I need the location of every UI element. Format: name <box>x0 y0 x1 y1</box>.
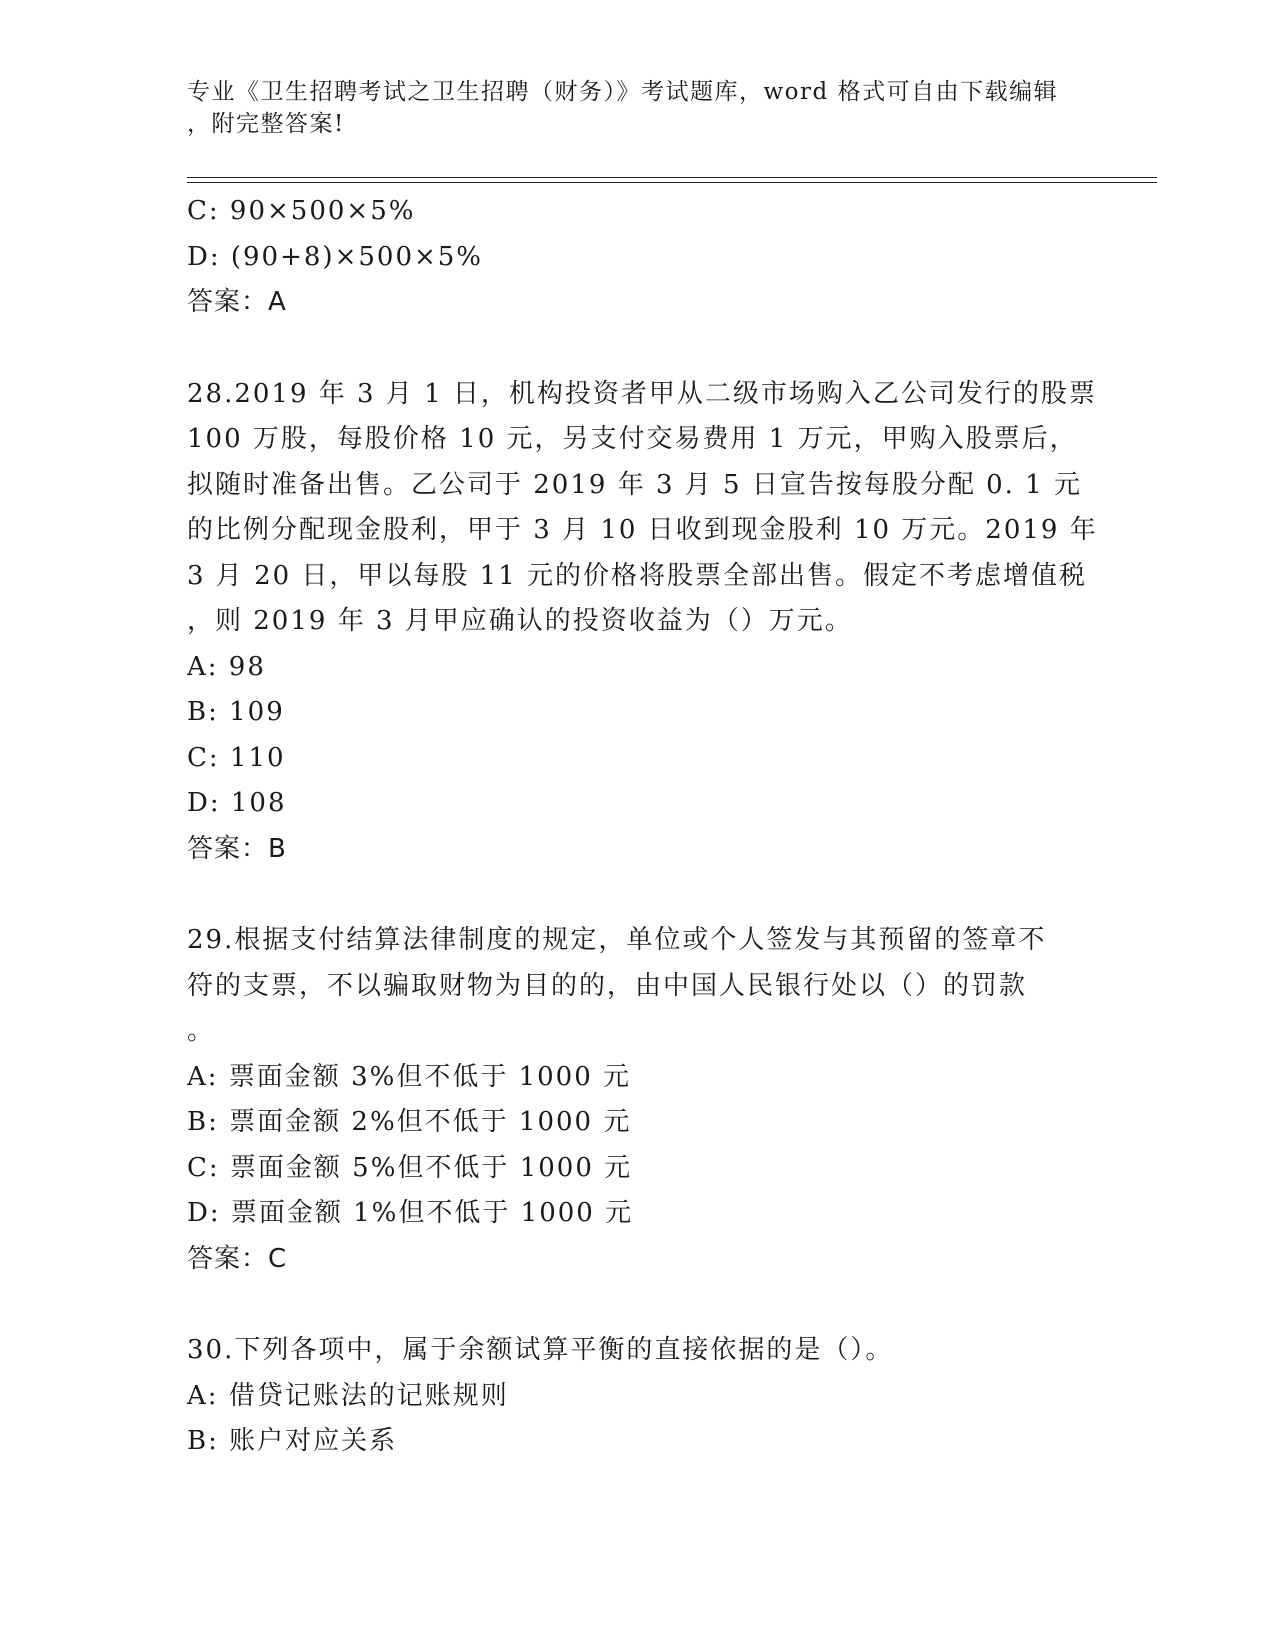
question-text-line: 29.根据支付结算法律制度的规定，单位或个人签发与其预留的签章不 <box>187 925 1047 955</box>
option-b: B: 109 <box>187 697 285 727</box>
answer: 答案：B <box>187 833 287 864</box>
previous-question-tail <box>187 189 1087 326</box>
option-d: D: (90+8)×500×5% <box>187 241 484 272</box>
header-line-1: 专业《卫生招聘考试之卫生招聘（财务）》考试题库，word 格式可自由下载编辑 <box>187 79 1059 105</box>
question-text-line: 符的支票，不以骗取财物为目的的，由中国人民银行处以（）的罚款 <box>187 970 1028 1001</box>
question-30 <box>187 1328 1087 1465</box>
question-text-line: 拟随时准备出售。乙公司于 2019 年 3 月 5 日宣告按每股分配 0. 1 元 <box>187 469 1082 500</box>
header-line-2: ，附完整答案! <box>187 111 345 137</box>
option-a: A: 98 <box>187 651 266 682</box>
question-text-line: ，则 2019 年 3 月甲应确认的投资收益为（）万元。 <box>187 606 853 636</box>
question-content <box>187 189 1098 1465</box>
spacer <box>187 872 1087 918</box>
question-text-line: 30.下列各项中，属于余额试算平衡的直接依据的是（）。 <box>187 1335 894 1365</box>
question-29 <box>187 918 1087 1282</box>
header-divider-top <box>187 177 1157 178</box>
document-header <box>187 76 1067 140</box>
option-a: A: 票面金额 3%但不低于 1000 元 <box>187 1061 632 1092</box>
question-text-line: 28.2019 年 3 月 1 日，机构投资者甲从二级市场购入乙公司发行的股票 <box>187 378 1097 409</box>
option-d: D: 票面金额 1%但不低于 1000 元 <box>187 1198 634 1228</box>
answer: 答案：A <box>187 287 287 317</box>
option-c: C: 90×500×5% <box>187 196 416 226</box>
option-d: D: 108 <box>187 788 287 818</box>
option-b: B: 账户对应关系 <box>187 1426 398 1456</box>
question-text-line: 100 万股，每股价格 10 元，另支付交易费用 1 万元，甲购入股票后， <box>187 424 1078 454</box>
option-b: B: 票面金额 2%但不低于 1000 元 <box>187 1107 632 1137</box>
question-text-line: 的比例分配现金股利，甲于 3 月 10 日收到现金股利 10 万元。2019 年 <box>187 515 1098 545</box>
question-text-line: 3 月 20 日，甲以每股 11 元的价格将股票全部出售。假定不考虑增值税 <box>187 560 1088 591</box>
spacer <box>187 326 1087 372</box>
option-c: C: 票面金额 5%但不低于 1000 元 <box>187 1152 633 1183</box>
question-text-line: 。 <box>187 1016 216 1046</box>
option-c: C: 110 <box>187 742 286 773</box>
option-a: A: 借贷记账法的记账规则 <box>187 1380 509 1411</box>
spacer <box>187 1282 1087 1328</box>
question-28 <box>187 372 1098 873</box>
header-divider-bottom <box>187 182 1157 183</box>
answer: 答案：C <box>187 1243 288 1274</box>
